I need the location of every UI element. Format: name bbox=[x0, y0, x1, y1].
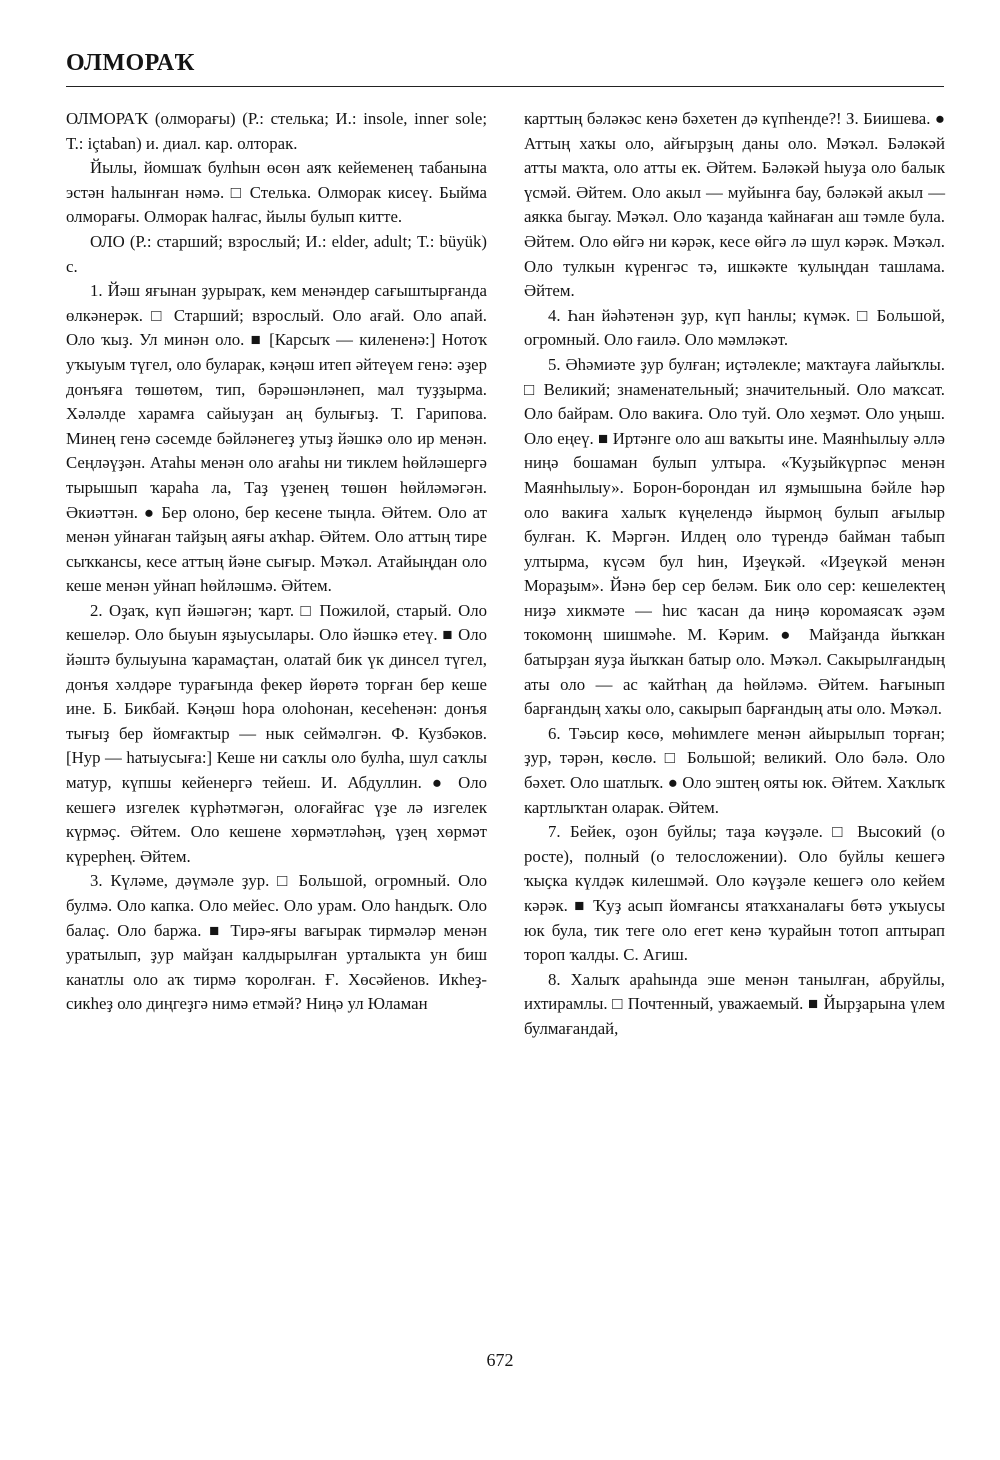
olo-sense-2: 2. Оҙаҡ, күп йәшәгән; ҡарт. □ Пожилой, старый. Оло кешеләр. Оло быуын яҙыусылары. Оло йәшкә етеү. ■ Оло йәштә булыуына ҡарамаҫтан, олатай бик үк динсел түгел, донъя хәлдәре турағында фекер йөрөтә торған бер кеше ине. Б. Бикбай. Кәңәш һора олоһонан, кесеһенән: донъя тығыҙ бер йомғактыр — нык сеймәлгән. Ф. Кузбәков. [Нур — һатыусыға:] Кеше ни саҡлы оло булһа, шул саҡлы матур, күпшы кейенергә тейеш. И. Абдуллин. ● Оло кешегә изгелек күрһәтмәгән, олоғайғас үҙе лә изгелек күрмәҫ. Әйтем. Оло кешене хөрмәтләһәң, үҙең хөрмәт күрерһең. Әйтем. bbox=[66, 600, 487, 866]
olo-sense-6: 6. Тәьсир көсө, мөһимлеге менән айырылып торған; ҙур, тәрән, көслө. □ Большой; великий. Оло бәлә. Оло бәхет. Оло шатлыҡ. ● Оло эштең ояты юк. Әйтем. Хаҡлыҡ картлыҡтан оларак. Әйтем. bbox=[524, 723, 945, 817]
olo-sense-8: 8. Халыҡ араһында эше менән танылған, абруйлы, ихтирамлы. □ Почтенный, уважаемый. ■ Йырҙарына үлем булмағандай, bbox=[524, 969, 945, 1038]
olo-sense-5: 5. Әһәмиәте ҙур булған; иҫтәлекле; маҡтауға лайыҡлы. □ Великий; знаменательный; значительный. Оло маҡсат. Оло байрам. Оло вакиға. Оло туй. Оло хеҙмәт. Оло уңыш. Оло еңеү. ■ Иртәнге оло аш ваҡыты ине. Маянһылыу әллә ниңә бошаман булып ултыра. «Ҡуҙыйкүрпәс менән Маянһылыу». Борон-борондан ил яҙмышына бәйле һәр оло вакиға халыҡ күңелендә йырмоң булып ағылыр булған. К. Мәргән. Илдең оло түрендә байман табып ултырма, күсәм бул һин, Иҙеүкәй. «Иҙеүкәй менән Мораҙым». Йәнә бер сер беләм. Бик оло сер: кешелектең ниҙә хикмәте — һис ҡасан да ниңә коромаясаҡ әҙәм токомонң шишмәһе. М. Кәрим. ● Майҙанда йыҡкан батырҙан яуҙа йыҡкан батыр оло. Мәҡәл. Сакырылғандың аты оло — ас ҡайтһаң да һөйләмә. Әйтем. Һағынып барғандың хаҡы оло, сакырып барғандың аты оло. Мәҡәл. bbox=[524, 354, 945, 719]
entry-olo-head: ОЛО (Р.: старший; взрослый; И.: elder, adult; Т.: büyük) с. bbox=[66, 231, 487, 276]
olo-sense-1: 1. Йәш яғынан ҙурыраҡ, кем менәндер сағыштырғанда өлкәнерәк. □ Старший; взрослый. Оло ағай. Оло апай. Оло ҡыҙ. Ул минән оло. ■ [Карсыҡ — килененә:] Нотоҡ уҡыуым түгел, оло буларак, кәңәш итеп әйтеүем генә: әҙер донъяға төшөтөм, тип, бәрәшәнләнеп, мал туҙҙырма. Хәләлде харамға сайыуҙан аң булығыҙ. Т. Гарипова. Минең генә сәсемде бәйләнегеҙ утыҙ йәшкә оло ир менән. Сеңләүҙән. Атаһы менән оло ағаһы ни тиклем һөйләшергә тырышып ҡараһа ла, Таҙ үҙенең төшөн һөйләмәгән. Әкиәттән. ● Бер олоно, бер кесене тыңла. Әйтем. Оло ат менән уйнаған тайҙың аяғы аҡһар. Әйтем. Оло аттың тире сыҡкансы, кесе аттың йәне сығыр. Мәҡәл. Атайыңдан оло кеше менән уйнап һөйләшмә. Әйтем. bbox=[66, 281, 487, 596]
header-rule bbox=[66, 86, 944, 87]
olo-sense-4: 4. Һан йәһәтенән ҙур, күп һанлы; күмәк. □ Большой, огромный. Оло ғаилә. Оло мәмләкәт. bbox=[524, 305, 945, 350]
olo-sense-3-continued: карттың бәләкәс кенә бәхетен дә күпһенде?! З. Биишева. ● Аттың хаҡы оло, айғырҙың даны оло. Мәҡәл. Бәләкәй атты маҡта, оло атты ек. Әйтем. Бәләкәй һыуҙа оло балык үсмәй. Әйтем. Оло акыл — муйынға бау, бәләкәй акыл — аякка быгау. Мәҡәл. Оло ҡаҙанда ҡайнаған аш тәмле була. Әйтем. Оло өйгә ни кәрәк, кесе өйгә лә шул кәрәк. Мәҡәл. Оло тулкын күренгәс тә, ишкәкте ҡулыңдан ташлама. Әйтем. bbox=[524, 109, 945, 301]
running-header: ОЛМОРАҠ bbox=[66, 50, 195, 76]
right-column bbox=[524, 107, 945, 1042]
olo-sense-7: 7. Бейек, оҙон буйлы; таҙа кәүҙәле. □ Высокий (о росте), полный (о телосложении). Оло буйлы кешегә ҡыҫка күлдәк килешмәй. Оло кәүҙәле кешегә оло кейем кәрәк. ■ Ҡуҙ асып йомғансы ятаҡханалағы бөтә уҡыусы юк була, тик теге оло егет кенә ҡурайын тотоп аптырап тороп ҡалды. С. Агиш. bbox=[524, 822, 945, 965]
olo-sense-3: 3. Күләме, дәүмәле ҙур. □ Большой, огромный. Оло булмә. Оло капка. Оло мейес. Оло урам. Оло һандыҡ. Оло балаҫ. Оло баржа. ■ Тирә-яғы вағырак тирмәләр менән уратылып, ҙур майҙан калдырылған урталыкта ун биш канатлы оло аҡ тирмә ҡоролған. Ғ. Хөсәйенов. Икһеҙ-сикһеҙ оло диңгеҙгә нимә етмәй? Ниңә ул Юламан bbox=[66, 871, 487, 1014]
entry-olmorak-head: ОЛМОРАҠ (олморағы) (Р.: стелька; И.: insole, inner sole; Т.: içtaban) и. диал. кар. олторак. bbox=[66, 109, 487, 153]
entry-olmorak-def: Йылы, йомшаҡ булһын өсөн аяҡ кейеменең табанына эстән һалынған нәмә. □ Стелька. Олморак кисеү. Быйма олморағы. Олморак һалғас, йылы булып китте. bbox=[66, 158, 487, 227]
page-number: 672 bbox=[486, 1350, 514, 1370]
left-column bbox=[66, 107, 487, 1017]
